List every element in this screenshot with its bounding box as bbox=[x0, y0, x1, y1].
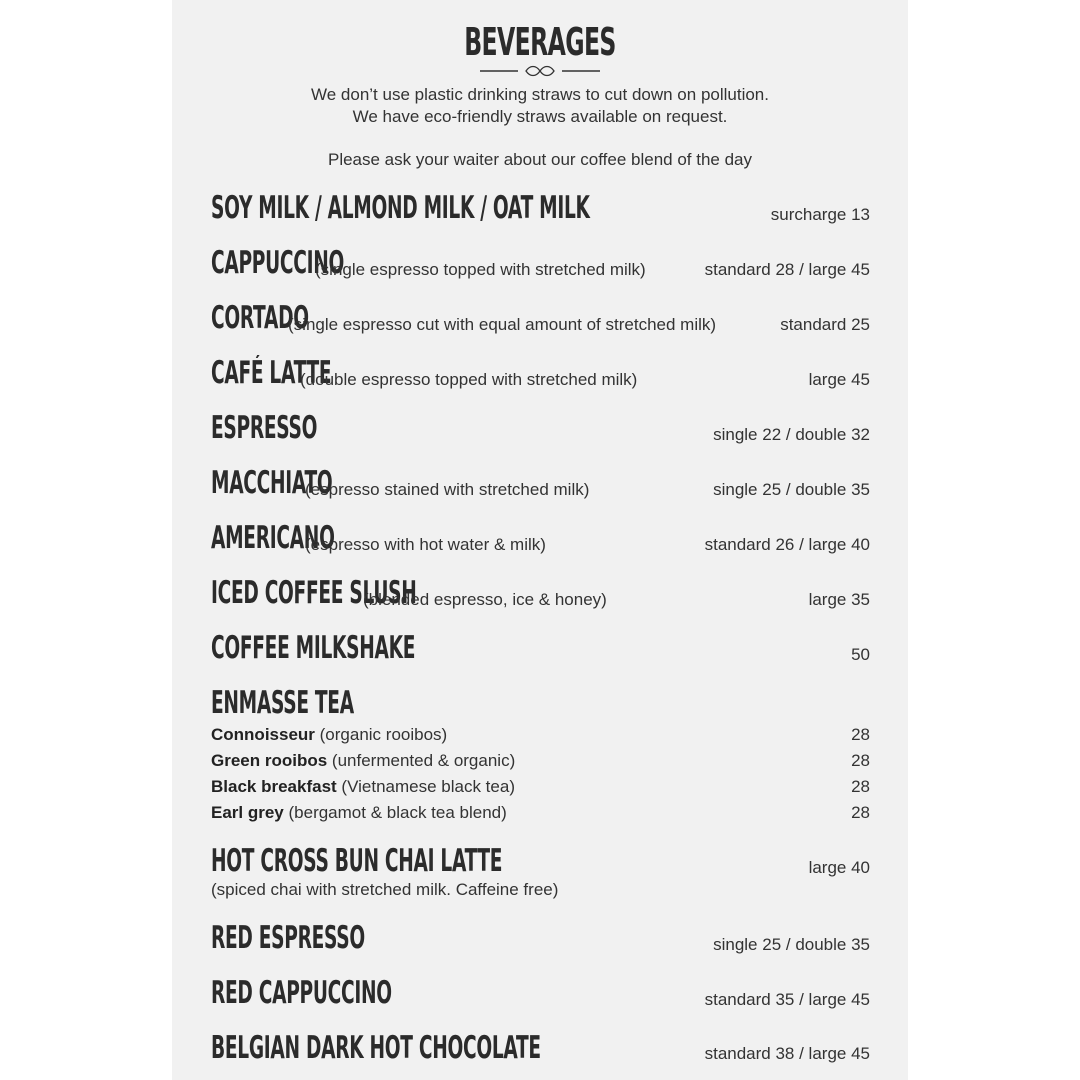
item-price: surcharge 13 bbox=[770, 205, 870, 224]
item-price: single 25 / double 35 bbox=[713, 480, 870, 499]
tea-variety bbox=[211, 776, 515, 798]
item-name: MACCHIATO bbox=[211, 465, 333, 501]
item-price: standard 35 / large 45 bbox=[704, 990, 870, 1009]
tea-variety-name: Connoisseur bbox=[211, 725, 315, 744]
tea-variety-description: (Vietnamese black tea) bbox=[341, 777, 515, 796]
item-name: RED ESPRESSO bbox=[211, 920, 365, 956]
item-price: large 35 bbox=[808, 590, 870, 609]
item-name: CAFÉ LATTE bbox=[211, 355, 332, 391]
tea-variety-price: 28 bbox=[851, 803, 870, 822]
item-name: ICED COFFEE SLUSH bbox=[211, 575, 417, 611]
item-description: (spiced chai with stretched milk. Caffeine free) bbox=[211, 880, 559, 899]
tea-variety-price: 28 bbox=[851, 777, 870, 796]
item-name: CORTADO bbox=[211, 300, 309, 336]
item-name: BELGIAN DARK HOT CHOCOLATE bbox=[211, 1030, 541, 1066]
item-description: (espresso stained with stretched milk) bbox=[305, 480, 590, 499]
item-name: COFFEE MILKSHAKE bbox=[211, 630, 416, 666]
item-name: AMERICANO bbox=[211, 520, 335, 556]
tea-section-title: ENMASSE TEA bbox=[211, 685, 354, 721]
intro-line: We have eco-friendly straws available on request. bbox=[352, 107, 728, 126]
item-name: CAPPUCCINO bbox=[211, 245, 345, 281]
item-price: standard 25 bbox=[780, 315, 870, 334]
tea-variety bbox=[211, 724, 447, 746]
item-price: large 45 bbox=[808, 370, 870, 389]
intro-line: We don’t use plastic drinking straws to cut down on pollution. bbox=[311, 85, 769, 104]
tea-variety-description: (organic rooibos) bbox=[319, 725, 448, 744]
item-name: SOY MILK / ALMOND MILK / OAT MILK bbox=[211, 190, 590, 226]
tea-variety-name: Black breakfast bbox=[211, 777, 337, 796]
intro-line: Please ask your waiter about our coffee blend of the day bbox=[327, 150, 752, 169]
item-description: (espresso with hot water & milk) bbox=[305, 535, 546, 554]
tea-variety-price: 28 bbox=[851, 725, 870, 744]
tea-variety bbox=[211, 750, 515, 772]
tea-variety-description: (bergamot & black tea blend) bbox=[288, 803, 507, 822]
item-description: (blended espresso, ice & honey) bbox=[363, 590, 607, 609]
item-name: RED CAPPUCCINO bbox=[211, 975, 392, 1011]
item-price: single 22 / double 32 bbox=[713, 425, 870, 444]
tea-variety bbox=[211, 802, 507, 824]
item-price: large 40 bbox=[808, 858, 870, 877]
ornament-divider bbox=[480, 64, 600, 78]
item-description: (double espresso topped with stretched milk) bbox=[300, 370, 638, 389]
item-price: standard 28 / large 45 bbox=[704, 260, 870, 279]
item-description: (single espresso cut with equal amount of stretched milk) bbox=[288, 315, 717, 334]
tea-variety-price: 28 bbox=[851, 751, 870, 770]
item-price: single 25 / double 35 bbox=[713, 935, 870, 954]
item-description: (single espresso topped with stretched milk) bbox=[315, 260, 646, 279]
item-price: standard 26 / large 40 bbox=[704, 535, 870, 554]
item-name: HOT CROSS BUN CHAI LATTE bbox=[211, 843, 503, 879]
menu-page bbox=[172, 0, 908, 1080]
page-title: BEVERAGES bbox=[464, 20, 616, 64]
item-name: ESPRESSO bbox=[211, 410, 318, 446]
item-price: standard 38 / large 45 bbox=[704, 1044, 870, 1063]
tea-variety-name: Earl grey bbox=[211, 803, 284, 822]
item-price: 50 bbox=[851, 645, 870, 664]
tea-variety-name: Green rooibos bbox=[211, 751, 328, 770]
tea-variety-description: (unfermented & organic) bbox=[331, 751, 516, 770]
